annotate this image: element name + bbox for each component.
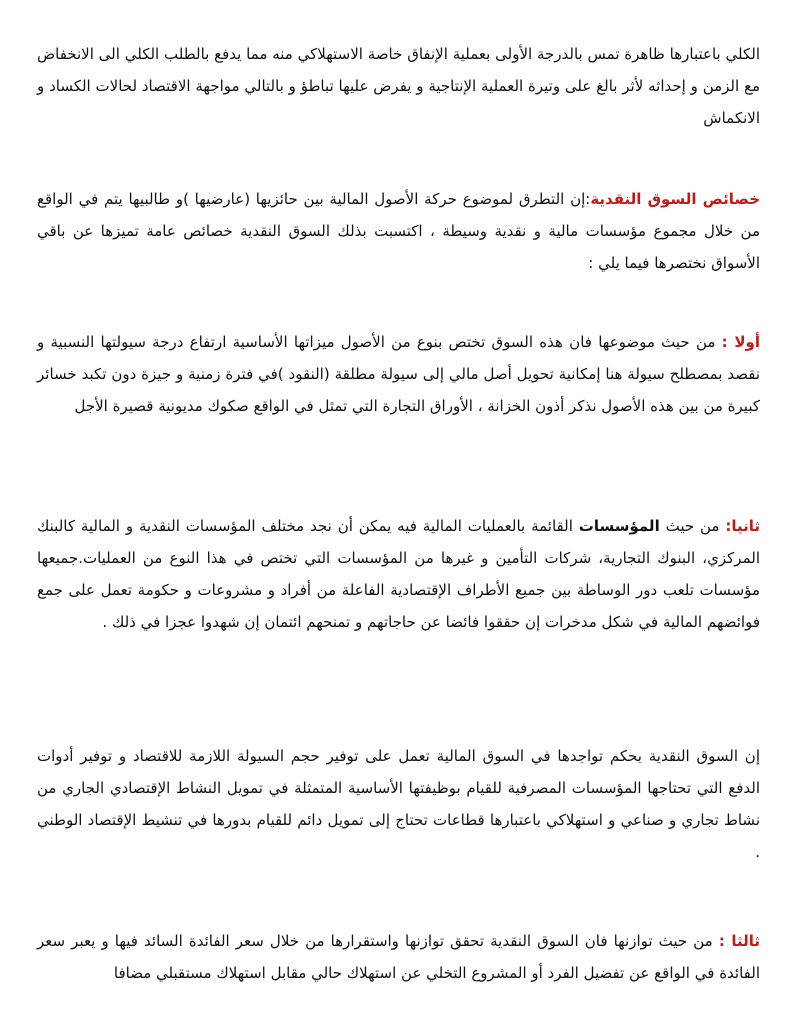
paragraph-text: من حيث توازنها فان السوق النقدية تحقق توازنها واستقرارها من خلال سعر الفائدة السائد فيها و يعبر سعر الفائدة في الواقع عن تفضيل الفرد أو المشروع التخلي عن استهلاك حالي مقابل استهلاك مستقبلي مضافا [37,932,760,982]
paragraph-third-point [37,925,760,989]
paragraph-text: إن السوق النقدية بحكم تواجدها في السوق المالية تعمل على توفير حجم السيولة اللازمة للاقتصاد و توفير أدوات الدفع التي تحتاجها المؤسسات المصرفية للقيام بوظيفتها الأساسية المتمثلة في تمويل النشاط الإقتصادي الجاري من نشاط تجاري و صناعي و استهلاكي باعتبارها قطاعات تحتاج إلى تمويل دائم للقيام بدورها في تنشيط الإقتصاد الوطني . [37,747,760,861]
paragraph-text: الكلي باعتبارها ظاهرة تمس بالدرجة الأولى بعملية الإنفاق خاصة الاستهلاكي منه مما يدفع بالطلب الكلي الى الانخفاض مع الزمن و إحداثه لأثر بالغ على وتيرة العملية الإنتاجية و يفرض عليها تباطؤ و بالتالي مواجهة الاقتصاد لحالات الكساد و الانكماش [37,45,760,127]
point-heading: أولا : [721,333,760,351]
point-heading: ثالثا : [718,932,761,950]
paragraph-money-market-role [37,740,760,868]
paragraph-first-point [37,326,760,422]
paragraph-second-point [37,510,760,638]
paragraph-intro-continuation [37,38,760,134]
paragraph-text: القائمة بالعمليات المالية فيه يمكن أن نجد مختلف المؤسسات النقدية و المالية كالبنك المركزي، البنوك التجارية، شركات التأمين و غيرها من المؤسسات التي تختص في هذا النوع من العمليات.جميعها مؤسسات تلعب دور الوساطة بين جميع الأطراف الإقتصادية الفاعلة من أفراد و مشروعات و حكومة تعمل على جمع فوائضهم المالية في شكل مدخرات إن حققوا فائضا عن حاجاتهم و تمنحهم ائتمان إن شهدوا عجزا في ذلك . [37,517,760,631]
paragraph-money-market-characteristics [37,183,760,279]
paragraph-text: :إن التطرق لموضوع حركة الأصول المالية بين حائزيها (عارضيها )و طالبيها يتم في الواقع من خلال مجموع مؤسسات مالية و نقدية وسيطة ، اكتسبت بذلك السوق النقدية خصائص عامة تميزها عن باقي الأسواق نختصرها فيما يلي : [37,190,760,272]
paragraph-text-lead: من حيث [659,517,726,535]
point-heading: ثانيا: [725,517,760,535]
paragraph-text: من حيث موضوعها فان هذه السوق تختص بنوع من الأصول ميزاتها الأساسية ارتفاع درجة سيولتها النسبية و نقصد بمصطلح سيولة هنا إمكانية تحويل أصل مالي إلى سيولة مطلقة (النقود )في فترة زمنية و جيزة دون تكبد خسائر كبيرة من بين هذه الأصول نذكر أذون الخزانة ، الأوراق التجارة التي تمثل في الواقع صكوك مديونية قصيرة الأجل [37,333,760,415]
section-heading: خصائص السوق النقدية [590,190,761,208]
bold-term: المؤسسات [578,517,660,535]
